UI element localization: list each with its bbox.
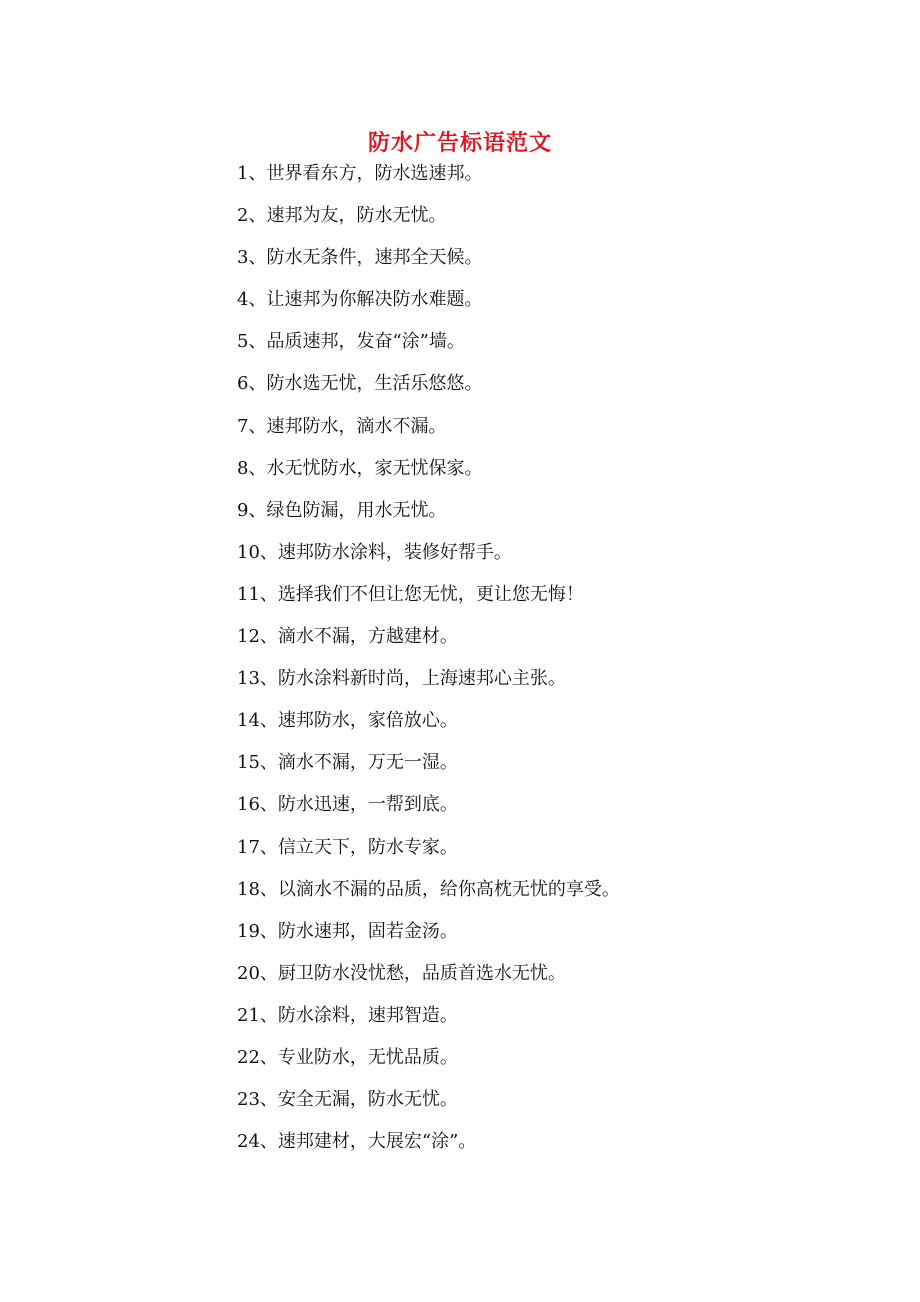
slogan-item: 11、选择我们不但让您无忧，更让您无悔！ (237, 583, 584, 605)
slogan-item: 20、厨卫防水没忧愁，品质首选水无忧。 (237, 962, 566, 984)
slogan-item: 16、防水迅速，一帮到底。 (237, 794, 458, 816)
slogan-item: 22、专业防水，无忧品质。 (237, 1046, 458, 1068)
slogan-item: 13、防水涂料新时尚，上海速邦心主张。 (237, 668, 566, 690)
slogan-item: 3、防水无条件，速邦全天候。 (237, 247, 483, 269)
slogan-item: 12、滴水不漏，方越建材。 (237, 626, 458, 648)
slogan-item: 6、防水选无忧，生活乐悠悠。 (237, 373, 483, 395)
slogan-item: 21、防水涂料，速邦智造。 (237, 1004, 458, 1026)
page-title: 防水广告标语范文 (367, 129, 552, 156)
slogan-item: 5、品质速邦，发奋“涂”墙。 (237, 331, 465, 353)
slogan-item: 17、信立天下，防水专家。 (237, 836, 458, 858)
slogan-item: 19、防水速邦，固若金汤。 (237, 920, 458, 942)
slogan-item: 1、世界看东方，防水选速邦。 (237, 163, 483, 184)
slogan-item: 8、水无忧防水，家无忧保家。 (237, 457, 483, 479)
slogan-item: 9、绿色防漏，用水无忧。 (237, 499, 447, 521)
slogan-item: 7、速邦防水，滴水不漏。 (237, 415, 447, 437)
slogan-item: 4、让速邦为你解决防水难题。 (237, 289, 483, 311)
slogan-item: 2、速邦为友，防水无忧。 (237, 205, 447, 227)
slogan-item: 15、滴水不漏，万无一湿。 (237, 752, 458, 774)
slogan-item: 14、速邦防水，家倍放心。 (237, 710, 458, 732)
slogan-item: 18、以滴水不漏的品质，给你高枕无忧的享受。 (237, 878, 620, 900)
slogan-item: 10、速邦防水涂料，装修好帮手。 (237, 541, 512, 563)
slogan-list (237, 158, 620, 1168)
slogan-item: 24、速邦建材，大展宏“涂”。 (237, 1131, 477, 1153)
slogan-item: 23、安全无漏，防水无忧。 (237, 1089, 458, 1111)
